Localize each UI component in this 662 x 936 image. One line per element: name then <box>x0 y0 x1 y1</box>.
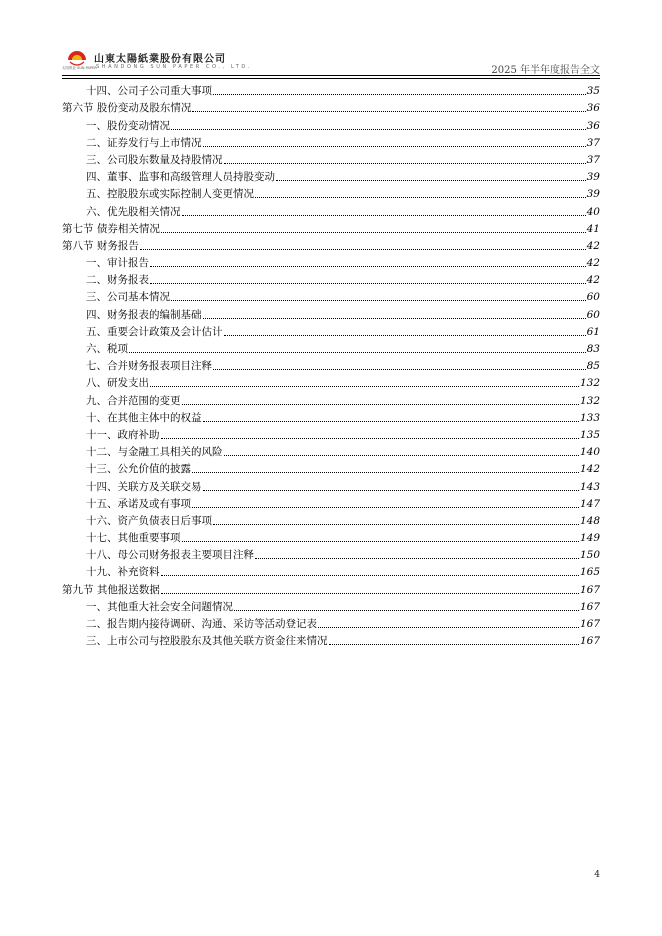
toc-entry-label: 三、公司股东数量及持股情况 <box>86 153 223 166</box>
toc-entry-label: 十、在其他主体中的权益 <box>86 411 202 424</box>
toc-entry-label: 七、合并财务报表项目注释 <box>86 360 212 373</box>
toc-entry-label: 二、证券发行与上市情况 <box>86 136 202 149</box>
toc-entry[interactable] <box>62 459 600 476</box>
toc-entry-page: 42 <box>586 239 600 252</box>
toc-dot-leader <box>150 283 586 284</box>
toc-entry[interactable] <box>62 184 600 201</box>
toc-section-entry[interactable] <box>62 236 600 253</box>
toc-entry-page: 60 <box>586 291 600 304</box>
toc-entry-label: 八、研发支出 <box>86 377 149 390</box>
toc-entry-label: 第六节 股份变动及股东情况 <box>62 102 192 115</box>
toc-entry[interactable] <box>62 81 600 98</box>
toc-dot-leader <box>182 215 586 216</box>
toc-dot-leader <box>171 129 586 130</box>
toc-entry[interactable] <box>62 528 600 545</box>
table-of-contents <box>62 81 600 648</box>
toc-entry[interactable] <box>62 631 600 648</box>
toc-entry[interactable] <box>62 545 600 562</box>
toc-entry-label: 五、控股股东或实际控制人变更情况 <box>86 188 254 201</box>
toc-entry-label: 第九节 其他报送数据 <box>62 583 160 596</box>
toc-entry-label: 四、董事、监事和高级管理人员持股变动 <box>86 171 275 184</box>
toc-dot-leader <box>224 335 586 336</box>
toc-dot-leader <box>255 558 579 559</box>
toc-entry-page: 61 <box>586 325 600 338</box>
toc-entry[interactable] <box>62 476 600 493</box>
toc-dot-leader <box>182 541 579 542</box>
toc-entry-label: 十五、承诺及或有事项 <box>86 497 191 510</box>
toc-section-entry[interactable] <box>62 219 600 236</box>
toc-dot-leader <box>161 593 579 594</box>
toc-entry[interactable] <box>62 511 600 528</box>
toc-section-entry[interactable] <box>62 98 600 115</box>
toc-entry-page: 147 <box>579 497 600 510</box>
toc-dot-leader <box>203 490 579 491</box>
toc-entry-label: 一、审计报告 <box>86 257 149 270</box>
toc-entry-page: 42 <box>586 274 600 287</box>
toc-dot-leader <box>213 524 579 525</box>
toc-dot-leader <box>329 644 579 645</box>
toc-dot-leader <box>161 575 579 576</box>
toc-entry[interactable] <box>62 253 600 270</box>
toc-entry-label: 十六、资产负债表日后事项 <box>86 514 212 527</box>
toc-entry[interactable] <box>62 150 600 167</box>
toc-dot-leader <box>213 94 586 95</box>
toc-entry-page: 167 <box>579 635 600 648</box>
toc-entry-page: 37 <box>586 153 600 166</box>
toc-entry-label: 九、合并范围的变更 <box>86 394 181 407</box>
toc-entry-page: 150 <box>579 549 600 562</box>
toc-entry[interactable] <box>62 597 600 614</box>
toc-dot-leader <box>171 300 586 301</box>
toc-entry[interactable] <box>62 390 600 407</box>
toc-entry-page: 60 <box>586 308 600 321</box>
toc-entry-page: 143 <box>579 480 600 493</box>
toc-entry-label: 一、股份变动情况 <box>86 119 170 132</box>
toc-entry-label: 第七节 债券相关情况 <box>62 222 160 235</box>
toc-entry-label: 十四、公司子公司重大事项 <box>86 85 212 98</box>
toc-entry-label: 十九、补充资料 <box>86 566 160 579</box>
toc-dot-leader <box>161 232 586 233</box>
toc-entry[interactable] <box>62 408 600 425</box>
toc-entry[interactable] <box>62 304 600 321</box>
toc-entry-label: 五、重要会计政策及会计估计 <box>86 325 223 338</box>
toc-entry-label: 三、上市公司与控股股东及其他关联方资金往来情况 <box>86 635 328 648</box>
toc-entry-page: 167 <box>579 618 600 630</box>
toc-entry-page: 135 <box>579 428 600 441</box>
logo-caption: 太阳纸业 SUN PAPER <box>62 66 97 70</box>
toc-dot-leader <box>255 197 586 198</box>
toc-section-entry[interactable] <box>62 579 600 596</box>
toc-entry[interactable] <box>62 167 600 184</box>
toc-entry-page: 167 <box>579 583 600 596</box>
toc-entry-page: 140 <box>579 446 600 459</box>
toc-dot-leader <box>182 404 579 405</box>
toc-entry-label: 一、其他重大社会安全问题情况 <box>86 600 233 613</box>
toc-entry-label: 第八节 财务报告 <box>62 239 139 252</box>
toc-dot-leader <box>318 627 579 628</box>
toc-dot-leader <box>150 266 586 267</box>
toc-entry-page: 36 <box>586 119 600 132</box>
toc-entry-label: 六、税项 <box>86 343 128 355</box>
toc-entry-page: 39 <box>586 171 600 184</box>
toc-entry[interactable] <box>62 322 600 339</box>
company-name-cn: 山東太陽紙業股份有限公司 <box>94 54 226 65</box>
toc-entry-label: 十一、政府补助 <box>86 428 160 441</box>
toc-entry[interactable] <box>62 115 600 132</box>
toc-entry-page: 83 <box>586 343 600 355</box>
toc-dot-leader <box>203 318 586 319</box>
header-rule-thin <box>62 78 600 79</box>
toc-entry-page: 85 <box>586 360 600 373</box>
toc-dot-leader <box>192 507 579 508</box>
toc-entry[interactable] <box>62 356 600 373</box>
toc-entry[interactable] <box>62 614 600 631</box>
toc-entry-page: 133 <box>579 411 600 424</box>
toc-entry-label: 二、财务报表 <box>86 274 149 287</box>
company-name-en: SHANDONG SUN PAPER CO., LTD. <box>96 64 252 70</box>
toc-entry-label: 十三、公允价值的披露 <box>86 463 191 476</box>
toc-dot-leader <box>140 249 586 250</box>
toc-entry[interactable] <box>62 373 600 390</box>
toc-dot-leader <box>203 421 579 422</box>
report-title: 2025 年半年度报告全文 <box>491 65 600 76</box>
toc-dot-leader <box>234 610 579 611</box>
toc-dot-leader <box>203 146 586 147</box>
toc-entry[interactable] <box>62 442 600 459</box>
toc-entry[interactable] <box>62 133 600 150</box>
toc-entry[interactable] <box>62 270 600 287</box>
toc-entry-page: 41 <box>586 222 600 235</box>
toc-entry[interactable] <box>62 339 600 356</box>
toc-entry[interactable] <box>62 425 600 442</box>
toc-entry-label: 二、报告期内接待调研、沟通、采访等活动登记表 <box>86 618 317 630</box>
toc-entry-label: 六、优先股相关情况 <box>86 205 181 218</box>
toc-entry[interactable] <box>62 494 600 511</box>
page-number: 4 <box>594 870 600 880</box>
toc-entry[interactable] <box>62 562 600 579</box>
toc-dot-leader <box>150 386 579 387</box>
toc-entry-page: 149 <box>579 532 600 545</box>
toc-entry-label: 十八、母公司财务报表主要项目注释 <box>86 549 254 562</box>
toc-dot-leader <box>224 455 579 456</box>
toc-dot-leader <box>192 111 585 112</box>
toc-entry-page: 165 <box>579 566 600 579</box>
toc-entry-page: 39 <box>586 188 600 201</box>
toc-dot-leader <box>129 352 586 353</box>
toc-entry[interactable] <box>62 201 600 218</box>
toc-entry-page: 142 <box>579 463 600 476</box>
toc-entry-page: 36 <box>586 102 600 115</box>
toc-entry-page: 148 <box>579 514 600 527</box>
toc-entry-page: 132 <box>579 377 600 390</box>
toc-entry-page: 37 <box>586 136 600 149</box>
toc-dot-leader <box>276 180 586 181</box>
page-header <box>62 44 600 76</box>
toc-entry[interactable] <box>62 287 600 304</box>
toc-entry-label: 十七、其他重要事项 <box>86 532 181 545</box>
toc-entry-page: 167 <box>579 600 600 613</box>
toc-entry-page: 132 <box>579 394 600 407</box>
toc-entry-page: 40 <box>586 205 600 218</box>
toc-entry-label: 十四、关联方及关联交易 <box>86 480 202 493</box>
header-rule <box>62 75 600 76</box>
toc-entry-label: 十二、与金融工具相关的风险 <box>86 446 223 459</box>
toc-dot-leader <box>224 163 586 164</box>
toc-entry-page: 35 <box>586 85 600 98</box>
toc-dot-leader <box>213 369 586 370</box>
toc-entry-label: 三、公司基本情况 <box>86 291 170 304</box>
toc-dot-leader <box>192 472 579 473</box>
toc-entry-page: 42 <box>586 257 600 270</box>
toc-entry-label: 四、财务报表的编制基础 <box>86 308 202 321</box>
toc-dot-leader <box>161 438 579 439</box>
